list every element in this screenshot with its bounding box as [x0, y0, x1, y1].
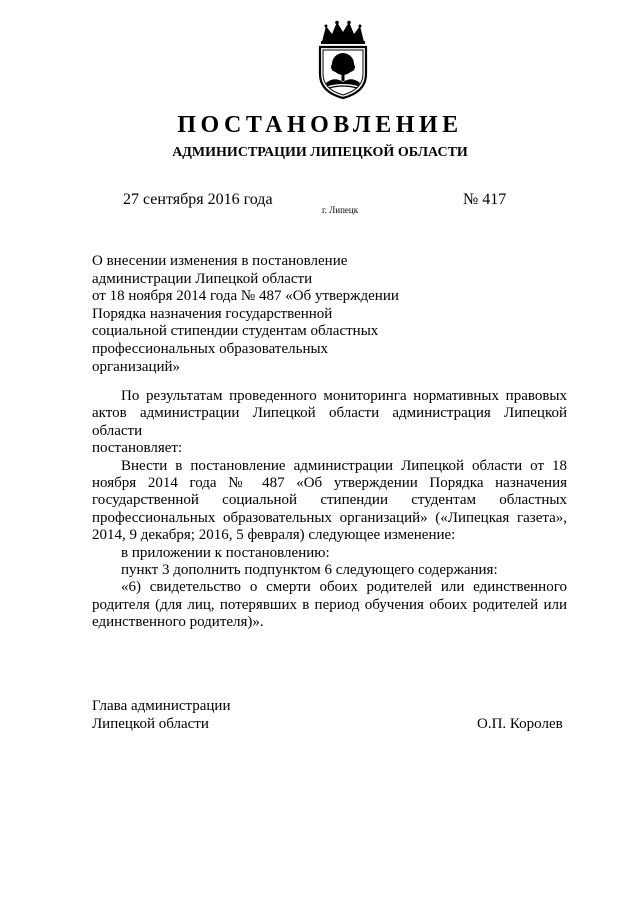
signatory-name: О.П. Королев: [477, 716, 563, 732]
body-paragraph-preamble: По результатам проведенного мониторинга нормативных правовых актов администрации Липецкой области администрация Липецкой области: [92, 388, 567, 439]
subject-line: профессиональных образовательных: [92, 340, 329, 357]
body-paragraph-item: пункт 3 дополнить подпунктом 6 следующего содержания:: [121, 562, 498, 579]
body-paragraph-decree: постановляет:: [92, 440, 183, 457]
subject-line: организаций»: [92, 358, 181, 375]
document-title: ПОСТАНОВЛЕНИЕ: [177, 112, 463, 138]
document-subject: [92, 253, 432, 376]
subject-line: администрации Липецкой области: [92, 270, 313, 287]
issuing-authority: АДМИНИСТРАЦИИ ЛИПЕЦКОЙ ОБЛАСТИ: [172, 145, 468, 160]
signatory-position-line: Липецкой области: [92, 716, 209, 732]
body-paragraph-subitem: «6) свидетельство о смерти обоих родителей или единственного родителя (для лиц, потерявших в период обучения обоих родителей или единственного родителя)».: [92, 579, 567, 631]
document-date: 27 сентября 2016 года: [123, 191, 273, 208]
document-number: № 417: [463, 191, 507, 208]
document-body: [92, 388, 567, 632]
body-paragraph-amendment: Внести в постановление администрации Липецкой области от 18 ноября 2014 года № 487 «Об утверждении Порядка назначения государственной социальной стипендии студентам областных профессиональных образовательных организаций» («Липецкая газета», 2014, 9 декабря; 2016, 5 февраля) следующее изменение:: [92, 457, 567, 544]
subject-line: Порядка назначения государственной: [92, 305, 333, 322]
subject-line: О внесении изменения в постановление: [92, 253, 348, 269]
subject-line: от 18 ноября 2014 года № 487 «Об утверждении: [92, 288, 399, 305]
signatory-position-line: Глава администрации: [92, 698, 231, 714]
body-paragraph-appendix: в приложении к постановлению:: [121, 544, 330, 561]
subject-line: социальной стипендии студентам областных: [92, 323, 379, 340]
document-place: г. Липецк: [322, 205, 359, 215]
coat-of-arms-icon: [312, 20, 374, 100]
signatory-position: [92, 697, 230, 733]
